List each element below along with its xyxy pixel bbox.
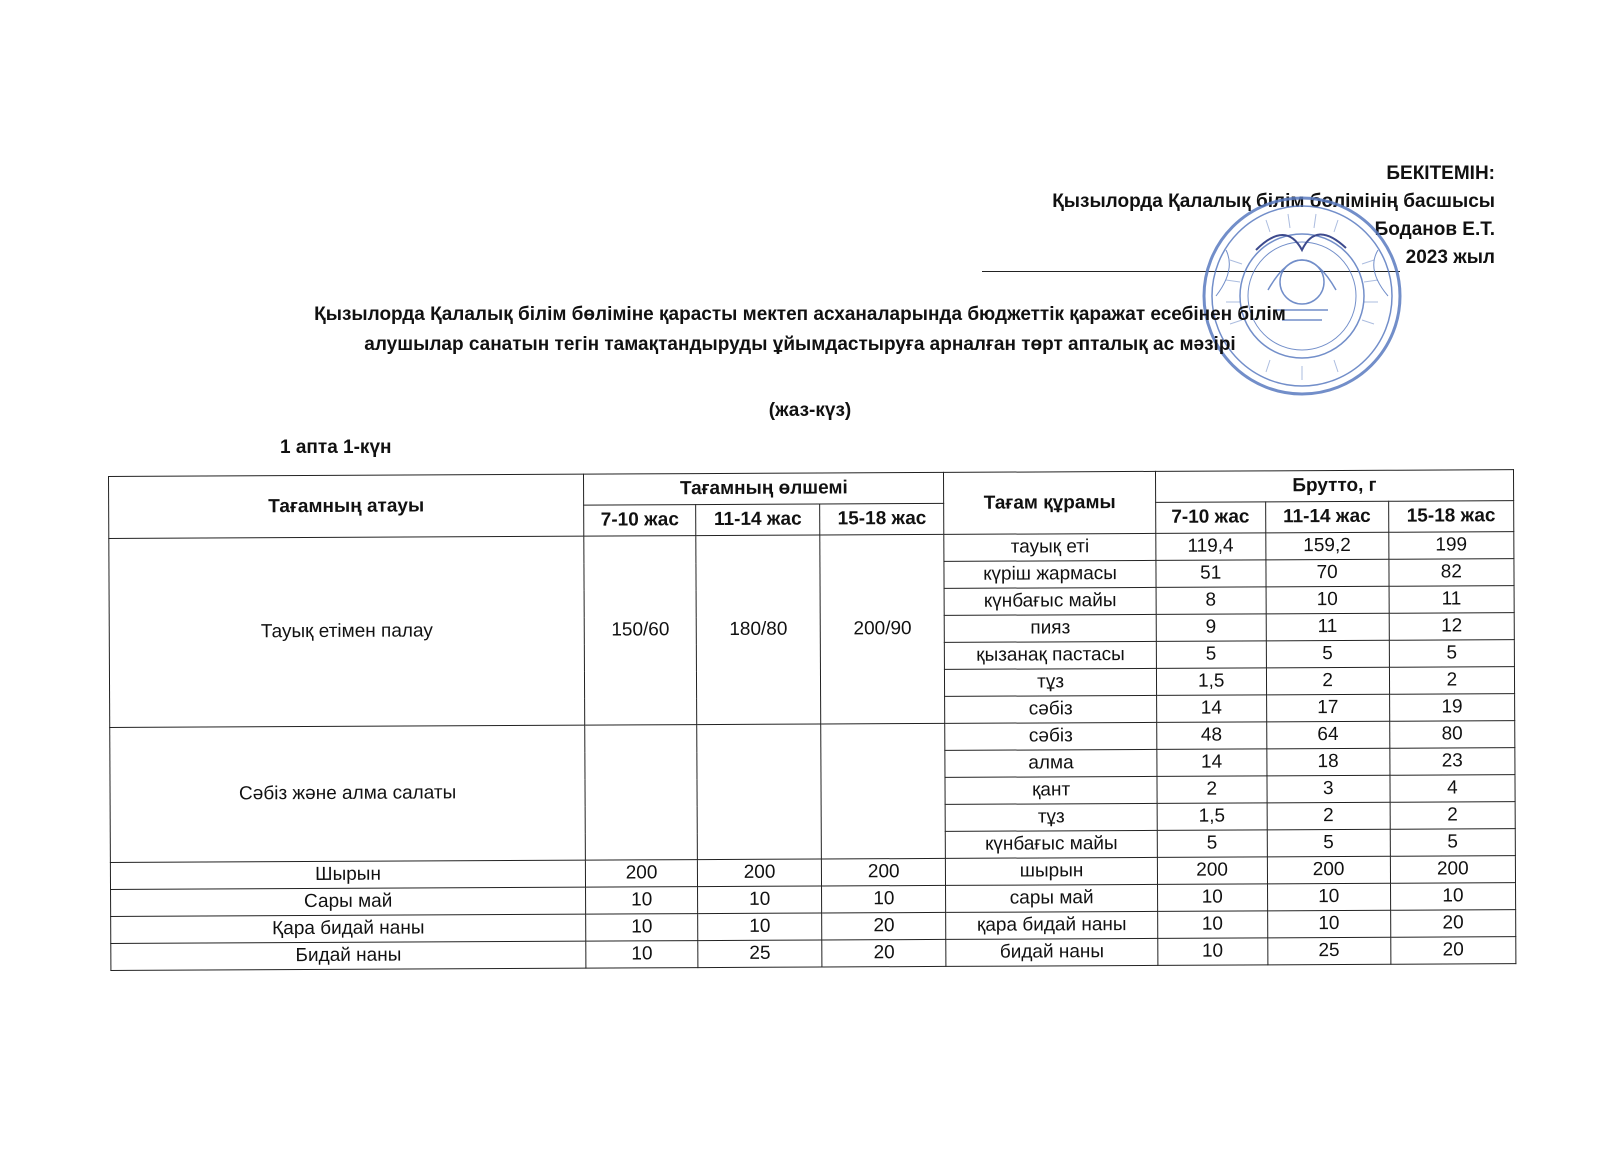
season-label: (жаз-күз) xyxy=(768,400,852,421)
header-brutto-age-3: 15-18 жас xyxy=(1388,501,1513,533)
brutto-cell: 8 xyxy=(1156,587,1266,615)
header-brutto-age-1: 7-10 жас xyxy=(1155,502,1265,534)
dish-name: Бидай наны xyxy=(111,941,586,970)
approval-heading: БЕКІТЕМІН: xyxy=(1386,163,1495,184)
header-dish-name: Тағамның атауы xyxy=(109,474,584,538)
brutto-cell: 64 xyxy=(1266,721,1389,749)
brutto-cell: 2 xyxy=(1390,802,1515,830)
ingredient-name: сәбіз xyxy=(945,722,1157,750)
portion-cell: 180/80 xyxy=(696,535,821,725)
brutto-cell: 199 xyxy=(1389,532,1514,560)
brutto-cell: 51 xyxy=(1156,560,1266,588)
header-portion-age-2: 11-14 жас xyxy=(696,504,820,536)
brutto-cell: 5 xyxy=(1390,829,1515,857)
portion-cell xyxy=(821,723,946,859)
brutto-cell: 82 xyxy=(1389,559,1514,587)
portion-cell: 200 xyxy=(697,859,821,887)
brutto-cell: 5 xyxy=(1157,830,1267,858)
brutto-cell: 2 xyxy=(1266,667,1389,695)
brutto-cell: 2 xyxy=(1389,667,1514,695)
ingredient-name: күнбағыс майы xyxy=(946,830,1158,858)
table-row xyxy=(111,937,1516,971)
portion-cell: 10 xyxy=(586,941,698,969)
brutto-cell: 10 xyxy=(1157,911,1267,939)
dish-name: Сәбіз және алма салаты xyxy=(110,725,586,862)
ingredient-name: қант xyxy=(945,776,1157,804)
ingredient-name: пияз xyxy=(945,614,1157,642)
approval-year: 2023 жыл xyxy=(1405,247,1495,268)
ingredient-name: күріш жармасы xyxy=(944,560,1156,588)
ingredient-name: тауық еті xyxy=(944,533,1156,561)
brutto-cell: 5 xyxy=(1156,641,1266,669)
brutto-cell: 1,5 xyxy=(1156,668,1266,696)
brutto-cell: 14 xyxy=(1156,695,1266,723)
portion-cell: 20 xyxy=(822,912,946,940)
official-seal-icon xyxy=(1196,190,1408,402)
brutto-cell: 10 xyxy=(1390,883,1515,911)
brutto-cell: 159,2 xyxy=(1265,532,1388,560)
portion-cell: 200/90 xyxy=(820,534,945,724)
ingredient-name: тұз xyxy=(945,803,1157,831)
week-day-label: 1 апта 1-күн xyxy=(280,437,392,458)
dish-name: Қара бидай наны xyxy=(111,914,586,943)
header-brutto: Брутто, г xyxy=(1155,470,1513,503)
brutto-cell: 10 xyxy=(1267,910,1390,938)
portion-cell: 150/60 xyxy=(584,536,697,726)
brutto-cell: 12 xyxy=(1389,613,1514,641)
header-portion-age-1: 7-10 жас xyxy=(584,505,696,537)
dish-name: Шырын xyxy=(110,860,585,889)
brutto-cell: 25 xyxy=(1267,937,1390,965)
portion-cell: 10 xyxy=(698,913,822,941)
brutto-cell: 9 xyxy=(1156,614,1266,642)
dish-name: Сары май xyxy=(111,887,586,916)
brutto-cell: 18 xyxy=(1266,748,1389,776)
ingredient-name: алма xyxy=(945,749,1157,777)
brutto-cell: 70 xyxy=(1266,559,1389,587)
dish-name: Тауық етімен палау xyxy=(109,536,585,727)
brutto-cell: 200 xyxy=(1267,856,1390,884)
brutto-cell: 11 xyxy=(1389,586,1514,614)
brutto-cell: 17 xyxy=(1266,694,1389,722)
brutto-cell: 5 xyxy=(1267,829,1390,857)
brutto-cell: 5 xyxy=(1266,640,1389,668)
portion-cell: 200 xyxy=(822,858,946,886)
brutto-cell: 20 xyxy=(1390,910,1515,938)
portion-cell: 10 xyxy=(698,886,822,914)
ingredient-name: тұз xyxy=(945,668,1157,696)
brutto-cell: 80 xyxy=(1389,721,1514,749)
header-portion-age-3: 15-18 жас xyxy=(820,503,944,535)
brutto-cell: 10 xyxy=(1158,938,1268,966)
brutto-cell: 200 xyxy=(1390,856,1515,884)
title-line-2: алушылар санатын тегін тамақтандыруды ұйымдастыруға арналған төрт апталық ас мәзірі xyxy=(364,334,1236,355)
title-line-1: Қызылорда Қалалық білім бөліміне қарасты мектеп асханаларында бюджеттік қаражат есебінен білім xyxy=(314,304,1286,325)
brutto-cell: 10 xyxy=(1157,884,1267,912)
ingredient-name: күнбағыс майы xyxy=(944,587,1156,615)
brutto-cell: 10 xyxy=(1267,883,1390,911)
portion-cell: 25 xyxy=(698,940,822,968)
portion-cell: 20 xyxy=(822,939,946,967)
approval-position: Қызылорда Қалалық білім бөлімінің басшысы xyxy=(1052,191,1495,212)
brutto-cell: 10 xyxy=(1266,586,1389,614)
brutto-cell: 48 xyxy=(1156,722,1266,750)
ingredient-name: қызанақ пастасы xyxy=(945,641,1157,669)
ingredient-name: сары май xyxy=(946,884,1158,912)
header-composition: Тағам құрамы xyxy=(944,471,1156,534)
brutto-cell: 20 xyxy=(1391,937,1516,965)
menu-table xyxy=(108,469,1516,971)
approval-name: Боданов Е.Т. xyxy=(1374,219,1495,240)
brutto-cell: 19 xyxy=(1389,694,1514,722)
brutto-cell: 1,5 xyxy=(1157,803,1267,831)
brutto-cell: 2 xyxy=(1267,802,1390,830)
portion-cell: 10 xyxy=(822,885,946,913)
portion-cell: 10 xyxy=(586,887,698,915)
brutto-cell: 200 xyxy=(1157,857,1267,885)
header-portion: Тағамның өлшемі xyxy=(584,472,944,505)
portion-cell: 200 xyxy=(586,860,698,888)
ingredient-name: қара бидай наны xyxy=(946,911,1158,939)
brutto-cell: 119,4 xyxy=(1156,533,1266,561)
brutto-cell: 2 xyxy=(1157,776,1267,804)
brutto-cell: 5 xyxy=(1389,640,1514,668)
brutto-cell: 23 xyxy=(1390,748,1515,776)
portion-cell: 10 xyxy=(586,914,698,942)
document-title xyxy=(180,300,1420,360)
ingredient-name: бидай наны xyxy=(946,938,1158,966)
header-brutto-age-2: 11-14 жас xyxy=(1265,501,1388,533)
brutto-cell: 11 xyxy=(1266,613,1389,641)
ingredient-name: сәбіз xyxy=(945,695,1157,723)
brutto-cell: 3 xyxy=(1267,775,1390,803)
portion-cell xyxy=(585,725,698,861)
brutto-cell: 4 xyxy=(1390,775,1515,803)
brutto-cell: 14 xyxy=(1157,749,1267,777)
ingredient-name: шырын xyxy=(946,857,1158,885)
portion-cell xyxy=(697,724,822,860)
